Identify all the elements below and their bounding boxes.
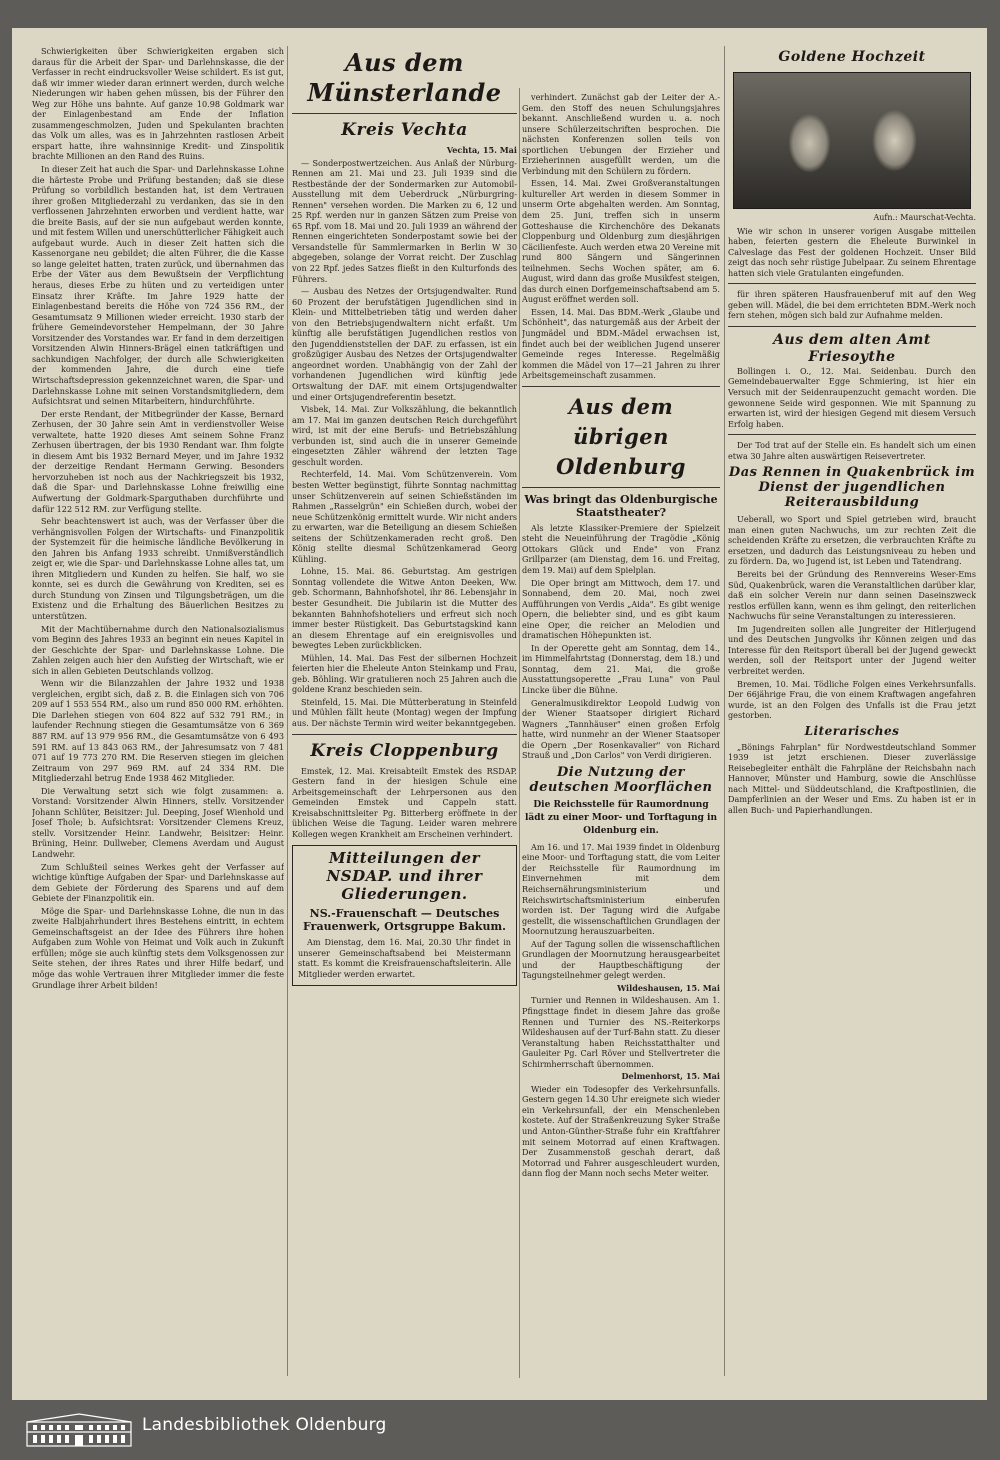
nsdap-notice-box xyxy=(292,845,517,985)
kreis-vechta-heading: Kreis Vechta xyxy=(341,120,468,140)
article-paragraph: Am 16. und 17. Mai 1939 findet in Oldenburg eine Moor- und Torftagung statt, die vom Leiter der Reichsstelle für Raumordnung im Einvernehmen mit dem Reichsernährungsministerium und Reichswirtschaftsministerium einberufen worden ist. Der Tagung wird die Aufgabe gestellt, die wissenschaftlichen Grundlagen der Moornutzung herauszuarbeiten. xyxy=(522,841,720,937)
article-paragraph: Emstek, 12. Mai. Kreisabteilt Emstek des RSDAP. Gestern fand in der hiesigen Schule eine Arbeitsgemeinschaft der Lehrpersonen aus den Gemeinden Emstek und Cappeln statt. Kreisabschnittsleiter Pg. Bitterberg eröffnete in der üblichen Weise die Tagung. Leider waren mehrere Kollegen wegen Krankheit am Erscheinen verhindert. xyxy=(292,765,517,839)
article-paragraph: Möge die Spar- und Darlehnskasse Lohne, die nun in das zweite Halbjahrhundert ihres Bestehens eintritt, in echtem Gemeinschaftsgeist an der Idee des Führers ihre hohen Aufgaben zum Wohle von Heimat und Volk auch in Zukunft erfüllen; möge sie auch künftig stets dem Volksgenossen zur Seite stehen, der ihres Rates und ihrer Hilfe bedarf, und möge das wohle Vertrauen ihrer Mitglieder immer die feste Grundlage ihrer Arbeit bilden! xyxy=(32,905,284,990)
article-paragraph: Rechterfeld, 14. Mai. Vom Schützenverein. Vom besten Wetter begünstigt, führte Sonntag nachmittag unser Schützenverein auf seinen Schießständen im Rahmen „Rasselgrün" ein Schießen durch, wobei der neue Schützenkönig ermittelt wurde. Wir nicht anders zu erwarten, war die Beteiligung an diesem Schießen seitens der Schützenkameraden recht groß. Den König stellte diesmal Schützenkamerad Georg Kühling. xyxy=(292,469,517,564)
article-paragraph: Bereits bei der Gründung des Rennvereins Weser-Ems Süd, Quakenbrück, waren die Veranstaltlichen darüber klar, daß ein solcher Verein nur dann seinen Daseinszweck restlos erfüllen kann, wenn es ihm gelingt, den reiterlichen Nachwuchs für seine Veranstaltungen zu interessieren. xyxy=(728,569,976,622)
section-header-oldenburg: Aus dem übrigen Oldenburg xyxy=(556,393,686,479)
article-paragraph: Turnier und Rennen in Wildeshausen. Am 1. Pfingsttage findet in diesem Jahre das große Rennen und Turnier des NS.-Reiterkorps Wildeshausen auf der Turf-Bahn statt. Zu dieser Veranstaltung haben Reichsstatthalter und Gauleiter Pg. Carl Röver und Stellvertreter die Schirmherrschaft übernommen. xyxy=(522,995,720,1069)
article-paragraph: In der Operette geht am Sonntag, dem 14., im Himmelfahrtstag (Donnerstag, dem 18.) und Sonntag, dem 21. Mai, die große Ausstattungsoperette „Frau Luna" von Paul Lincke über die Bühne. xyxy=(522,642,720,695)
photo-credit: Aufn.: Maurschat-Vechta. xyxy=(873,213,976,222)
viewer-footer xyxy=(0,1400,1000,1460)
section-rule xyxy=(728,283,976,284)
column-divider xyxy=(287,46,288,1376)
column-divider xyxy=(519,88,520,1378)
column-2 xyxy=(292,46,517,1386)
article-paragraph: — Sonderpostwertzeichen. Aus Anlaß der Nürburg-Rennen am 21. Mai und 23. Juli 1939 sind die Restbestände der der Sondermarken zur Automobil-Ausstellung mit dem Ueberdruck „Nürburgring-Rennen" versehen worden. Die Marken zu 6, 12 und 25 Rpf. werden nur in ganzen Sätzen zum Preise von 65 Rpf. vom 18. Mai und 20. Juli 1939 an während der Rennen eingerichteten Sonderpostamt sowie bei der Versandstelle für Sammlermarken in Berlin W 30 abgegeben, solange der Vorrat reicht. Der Zuschlag von 22 Rpf. jedes Satzes fließt in den Kulturfonds des Führers. xyxy=(292,157,517,284)
goldene-hochzeit-heading: Goldene Hochzeit xyxy=(778,49,926,65)
nsdap-subheading: NS.-Frauenschaft — Deutsches Frauenwerk, Ortsgruppe Bakum. xyxy=(303,907,506,934)
couple-photo xyxy=(733,72,971,209)
article-paragraph: Bremen, 10. Mai. Tödliche Folgen eines Verkehrsunfalls. Der 66jährige Frau, die von einem Kraftwagen angefahren wurde, ist an den Folgen des Unfalls ist die Frau jetzt gestorben. xyxy=(728,678,976,721)
header-rule xyxy=(522,487,720,488)
article-paragraph: Essen, 14. Mai. Zwei Großveranstaltungen kultureller Art werden in diesem Sommer in unserm Orte abgehalten werden. Am Sonntag, dem 25. Juni, treffen sich in unserm Gotteshause die Kirchenchöre des Dekanats Cloppenburg und Oldenburg zum diesjährigen Cäcilienfeste. Auch werden etwa 20 Vereine mit rund 800 Sängern und Sängerinnen teilnehmen. Sechs Wochen später, am 6. August, wird dann das große Musikfest steigen, das durch einen Dorfgemeinschaftsabend am 5. August eröffnet werden soll. xyxy=(522,178,720,305)
article-paragraph: Steinfeld, 15. Mai. Die Mütterberatung in Steinfeld und Mühlen fällt heute (Montag) wegen der Impfung aus. Der nächste Termin wird weiter bekanntgegeben. xyxy=(292,696,517,728)
dateline: Delmenhorst, 15. Mai xyxy=(621,1071,720,1082)
article-paragraph: Bollingen i. O., 12. Mai. Seidenbau. Durch den Gemeindebauerwalter Egge Schmiering, ist hier ein Versuch mit der Seidenraupenzucht gemacht worden. Die gewonnene Seide wird gesponnen. Wie mit Spannung zu erwarten ist, wird der hiesigen Gegend mit diesem Versuch Erfolg haben. xyxy=(728,365,976,429)
article-paragraph: Die Oper bringt am Mittwoch, dem 17. und Sonnabend, dem 20. Mai, noch zwei Aufführungen von Verdis „Aida". Es gibt wenige Opern, die beliebter sind, und es gibt kaum eine Oper, die reicher an Melodien und dramatischen Höhepunkten ist. xyxy=(522,577,720,641)
section-rule xyxy=(728,434,976,435)
article-paragraph: Der erste Rendant, der Mitbegründer der Kasse, Bernard Zerhusen, der 30 Jahre sein Amt in verdienstvoller Weise verwaltete, hatte 1920 dieses Amt seinem Sohne Franz Zerhusen übertragen, der bis 1930 Rendant war. Ihm folgte in diesem Amt bis 1932 Bernard Meyer, und im Jahre 1932 der derzeitige Rendant Hermann Gerwing. Besonders hervorzuheben ist noch aus der Nachkriegszeit bis 1932, daß die Spar- und Darlehnskasse Lohne freiwillig eine Aufwertung der Goldmark-Sparguthaben durchführte und dafür 122 512 RM. zur Verfügung stellte. xyxy=(32,408,284,514)
quakenbrueck-heading: Das Rennen in Quakenbrück im Dienst der jugendlichen Reiterausbildung xyxy=(728,465,976,511)
article-paragraph: Essen, 14. Mai. Das BDM.-Werk „Glaube und Schönheit", das naturgemäß aus der Arbeit der Jungmädel und BDM.-Mädel erwachsen ist, findet auch bei der weiblichen Jugend unserer Gemeinde reges Interesse. Regelmäßig kommen die Mädel von 17—21 Jahren zu ihrer Arbeitsgemeinschaft zusammen. xyxy=(522,306,720,381)
article-paragraph: Mühlen, 14. Mai. Das Fest der silbernen Hochzeit feierten hier die Eheleute Anton Steinkamp und Frau, geb. Böhling. Wir gratulieren noch 25 Jahren auch die goldene Kranz beschieden sein. xyxy=(292,652,517,695)
article-paragraph: „Bönings Fahrplan" für Nordwestdeutschland Sommer 1939 ist jetzt erschienen. Dieser zuverlässige Reisebegleiter enthält die Fahrpläne der Reichsbahn nach Hannover, Münster und Hamburg, sowie die Anschlüsse nach Mittel- und Süddeutschland, die Kraftpostlinien, die Dampferlinien an der Weser und Ems. Zu haben ist er in allen Buch- und Papierhandlungen. xyxy=(728,741,976,815)
article-paragraph: Der Tod trat auf der Stelle ein. Es handelt sich um einen etwa 30 Jahre alten auswärtigen Reisevertreter. xyxy=(728,440,976,461)
moor-heading: Die Nutzung der deutschen Moorflächen xyxy=(529,764,713,795)
column-divider xyxy=(724,46,725,1376)
column-1 xyxy=(32,46,284,1386)
nsdap-box-title: Mitteilungen der NSDAP. und ihrer Gliederungen. xyxy=(326,849,483,904)
article-paragraph: Wenn wir die Bilanzzahlen der Jahre 1932 und 1938 vergleichen, ergibt sich, daß z. B. die Einlagen sich von 706 209 auf 1 553 554 RM., also um rund 850 000 RM. erhöhten. Die Darlehen stiegen von 604 822 auf 532 791 RM.; in laufender Rechnung stiegen die Gesamtumsätze von 6 369 887 RM. auf 13 979 956 RM., die Gesamtumsätze von 6 493 591 RM. auf 13 843 063 RM., der Jahresumsatz von 7 481 071 auf 19 773 270 RM. Die Reserven stiegen im gleichen Zeitraum von 297 969 RM. auf 24 334 RM. Die Mitgliederzahl betrug Ende 1938 462 Mitglieder. xyxy=(32,678,284,784)
article-paragraph: Sehr beachtenswert ist auch, was der Verfasser über die verhängnisvollen Folgen der Wirtschafts- und Finanzpolitik der Systemzeit für die heimische ländliche Bevölkerung in den Jahren bis Anfang 1933 schreibt. Unmißverständlich zeigt er, wie die Spar- und Darlehnskasse Lohne alles tat, um ihren Mitgliedern und Kunden zu helfen. Sie half, wo sie konnte, sei es durch die Gewährung von Krediten, sei es durch Stundung von Zinsen und Tilgungsbeträgen, um die Existenz und die Erhaltung des Bäuerlichen Besitzes zu unterstützen. xyxy=(32,516,284,621)
article-paragraph: Im Jugendreiten sollen alle Jungreiter der Hitlerjugend und des Deutschen Jungvolks ihr Können zeigen und das Interesse für den Reitsport überall bei der Jugend geweckt werden, soll der Reitsport unter der Jugend weiter verbreitet werden. xyxy=(728,623,976,676)
article-paragraph: für ihren späteren Hausfrauenberuf mit auf den Weg geben will. Mädel, die bei dem errichteten BDM.-Werk noch fern stehen, mögen sich bald zur Aufnahme melden. xyxy=(728,289,976,321)
theater-heading: Was bringt das Oldenburgische Staatstheater? xyxy=(524,492,718,519)
column-4 xyxy=(728,46,976,1386)
article-paragraph: Als letzte Klassiker-Premiere der Spielzeit steht die Neueinführung der Tragödie „König Ottokars Glück und Ende" von Franz Grillparzer (am Dienstag, dem 16. und Freitag, dem 19. Mai) auf dem Spielplan. xyxy=(522,522,720,575)
article-paragraph: Wie wir schon in unserer vorigen Ausgabe mitteilen haben, feierten gestern die Eheleute Burwinkel in Calveslage das Fest der goldenen Hochzeit. Unser Bild zeigt das noch sehr rüstige Jubelpaar. Zu seinem Ehrentage hatten sich viele Gratulanten eingefunden. xyxy=(728,225,976,278)
masthead-spacer xyxy=(522,46,720,92)
literarisches-heading: Literarisches xyxy=(804,723,900,738)
article-paragraph: — Ausbau des Netzes der Ortsjugendwalter. Rund 60 Prozent der berufstätigen Jugendlichen sind in Klein- und Mittelbetrieben tätig und werden daher von den Betriebsjugendwaltern nicht erfaßt. Um künftig alle berufstätigen Jugendlichen restlos von den Jugenddienststellen der DAF. zu erfassen, ist ein großzügiger Ausbau des Netzes der Ortsjugendwalter angeordnet worden. Unabhängig von der Zahl der vorhandenen Jugendlichen wird künftig jede Ortswaltung der DAF. mit einem Ortsjugendwalter und einer Ortsjugendreferentin besetzt. xyxy=(292,286,517,402)
article-paragraph: Generalmusikdirektor Leopold Ludwig von der Wiener Staatsoper dirigiert Richard Wagners „Tannhäuser" einen großen Erfolg hatte, wird nunmehr an der Wiener Staatsoper die Opern „Der Rosenkavalier" von Richard Strauß und „Don Carlos" von Verdi dirigieren. xyxy=(522,697,720,761)
kreis-cloppenburg-heading: Kreis Cloppenburg xyxy=(310,740,499,761)
library-building-icon xyxy=(25,1412,133,1448)
moor-subheading: Die Reichsstelle für Raumordnung lädt zu einer Moor- und Torftagung in Oldenburg ein. xyxy=(524,799,718,836)
section-rule xyxy=(292,734,517,735)
article-paragraph: Auf der Tagung sollen die wissenschaftlichen Grundlagen der Moornutzung herausgearbeitet und der Hauptbeschäftigung der Tagungsteilnehmer gelegt werden. xyxy=(522,938,720,981)
section-rule xyxy=(522,386,720,387)
header-rule xyxy=(292,113,517,114)
friesoythe-heading: Aus dem alten Amt Friesoythe xyxy=(773,331,931,365)
column-3 xyxy=(522,46,720,1386)
article-paragraph: Wieder ein Todesopfer des Verkehrsunfalls. Gestern gegen 14.30 Uhr ereignete sich wieder ein Verkehrsunfall, der ein Menschenleben kostete. Auf der Straßenkreuzung Syker Straße und Anton-Günther-Straße fuhr ein Kraftfahrer mit seinem Motorrad auf einen Kraftwagen. Der Zusammenstoß geschah derart, daß Motorrad und Fahrer ausgeschleudert wurden, dann flog der Mann noch sechs Meter weiter. xyxy=(522,1083,720,1179)
section-header-muensterland: Aus dem Münsterlande xyxy=(307,48,502,107)
article-paragraph: In dieser Zeit hat auch die Spar- und Darlehnskasse Lohne die härteste Probe und Prüfung bestanden; daß sie diese Prüfung so vorbildlich bestanden hat, ist dem Vertrauen ihrer großen Mitgliederzahl zu verdanken, das sie in den verflossenen Jahrzehnten erworben und verdient hatte, war die breite Basis, auf der sie nun aufgebaut werden konnte, und mit festem Willen und unerschütterlicher Fähigkeit auch aufgebaut wurde. Auch in dieser Zeit hatten sich die Kassenorgane neu gebildet; die alten Führer, die die Kasse so lange geleitet hatten, traten zurück, und übernahmen das Erbe der Väter aus dem Bewußtsein der Verpflichtung heraus, dieses Erbe zu hüten und zu verteidigen unter Einsatz ihrer Kräfte. Im Jahre 1929 hatte der Einlagenbestand bereits die Höhe von 724 356 RM., der Gesamtumsatz 9 Millionen wieder erreicht. 1930 starb der frühere Gemeindevorsteher Hempelmann, der 30 Jahre Vorsitzender des Vorstandes war. Er fand in dem derzeitigen Vorsitzenden Alwin Hinners-Brägel einen tatkräftigen und sachkundigen Nachfolger, der durch alle Schwierigkeiten der kommenden Jahre, die durch eine tiefe Wirtschaftsdepression gekennzeichnet waren, die Spar- und Darlehnskasse Lohne mit seinen Vorstandsmitgliedern, dem Aufsichtsrat und seinen Mitarbeitern, hindurchführte. xyxy=(32,164,284,407)
article-paragraph: Am Dienstag, dem 16. Mai, 20.30 Uhr findet in unserer Gemeinschaftsabend bei Meistermann statt. Es kommt die Kreisfrauenschaftsleiterin. Alle Mitglieder werden erwartet. xyxy=(298,937,511,979)
dateline: Wildeshausen, 15. Mai xyxy=(617,982,720,993)
article-paragraph: Schwierigkeiten über Schwierigkeiten ergaben sich daraus für die Arbeit der Spar- und Darlehnskasse, die der Verfasser in recht eindrucksvoller Weise schildert. Es ist gut, daß wir immer wieder daran erinnert werden, durch welche Niederungen wir haben gehen müssen, bis der Führer den Weg zur Höhe uns bahnte. Auf ganze 10.98 Goldmark war der Einlagenbestand am Ende der Inflation zusammengeschmolzen, Juden und Spekulanten brachten das Volk um alles, was es in Jahrzehnten rastlosen Arbeit erspart hatte, ihre wahnsinnige Kredit- und Zinspolitik brachte Millionen an den Rand des Ruins. xyxy=(32,46,284,162)
article-paragraph: Die Verwaltung setzt sich wie folgt zusammen: a. Vorstand: Vorsitzender Alwin Hinners, stellv. Vorsitzender Johann Schlüter, Beisitzer: Jul. Deeping, Josef Wienhold und Josef Thole; b. Aufsichtsrat: Vorsitzender Clemens Kreuz, stellv. Vorsitzender Heinr. Landwehr, Beisitzer: Heinr. Brüning, Heinr. Dullweber, Clemens Averdam und August Landwehr. xyxy=(32,785,284,860)
section-rule xyxy=(728,326,976,327)
article-paragraph: Ueberall, wo Sport und Spiel getrieben wird, braucht man einen guten Nachwuchs, um zur rechten Zeit die scheidenden Kräfte zu ersetzen, die verbrauchten Kräfte zu ersetzen, und dadurch das Leistungsniveau zu heben und zu fördern. Da, wo Jugend ist, ist Leben und Tatendrang. xyxy=(728,514,976,567)
article-paragraph: Lohne, 15. Mai. 86. Geburtstag. Am gestrigen Sonntag vollendete die Witwe Anton Deeken, Ww. geb. Schormann, Bahnhofshotel, ihr 86. Lebensjahr in bester Gesundheit. Die Jubilarin ist die Mutter des bekannten Bahnhofshoteliers und erfreut sich noch immer bester Rüstigkeit. Das Geburtstagskind kann an diesem Ehrentage auf ein ereignisvolles und bewegtes Leben zurückblicken. xyxy=(292,566,517,651)
article-paragraph: Zum Schlußteil seines Werkes geht der Verfasser auf wichtige künftige Aufgaben der Spar- und Darlehnskasse auf dem Gebiete der Förderung des Sparens und auf dem Gebiete der Finanzpolitik ein. xyxy=(32,861,284,904)
library-name: Landesbibliothek Oldenburg xyxy=(142,1415,387,1435)
article-paragraph: verhindert. Zunächst gab der Leiter der A.-Gem. den Stoff des neuen Schulungsjahres bekannt. Anschließend wurden u. a. noch unsere Schülerzeitschriften besprochen. Die nächsten Konferenzen sollen teils von sportlichen Uebungen der Erzieher und Erzieherinnen ausgefüllt werden, um die Verbindung mit den Schülern zu fördern. xyxy=(522,92,720,176)
article-paragraph: Visbek, 14. Mai. Zur Volkszählung, die bekanntlich am 17. Mai im ganzen deutschen Reich durchgeführt wird, ist mit der eine Berufs- und Betriebszählung verbunden ist, sind auch die in unserer Gemeinde eingesetzten Zähler während der letzten Tage geschult worden. xyxy=(292,404,517,467)
dateline: Vechta, 15. Mai xyxy=(446,145,517,155)
newspaper-page xyxy=(12,28,987,1400)
article-paragraph: Mit der Machtübernahme durch den Nationalsozialismus vom Beginn des Jahres 1933 an beginnt ein neues Kapitel in der Geschichte der Spar- und Darlehnskasse Lohne. Die Zahlen zeigen auch hier den Aufstieg der Wirtschaft, wie er sich in allen Gebieten Deutschlands vollzog. xyxy=(32,623,284,676)
